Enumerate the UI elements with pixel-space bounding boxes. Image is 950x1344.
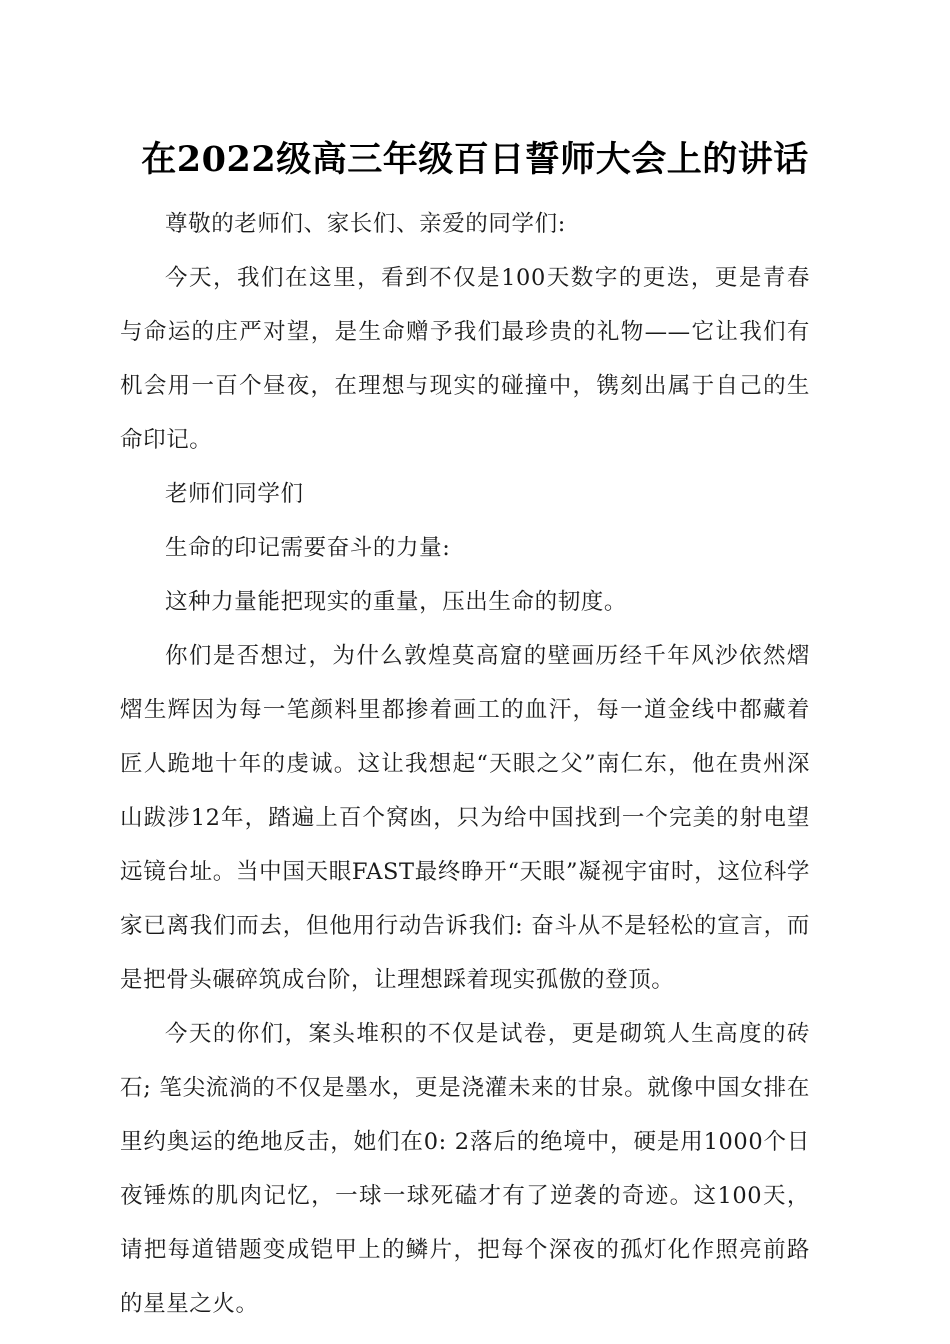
paragraph-dunhuang: 你们是否想过，为什么敦煌莫高窟的壁画历经千年风沙依然熠熠生辉因为每一笔颜料里都掺着画工的血汗，每一道金线中都藏着匠人跪地十年的虔诚。这让我想起“天眼之父”南仁东，他在贵州深山跋涉12年，踏遍上百个窝凼，只为给中国找到一个完美的射电望远镜台址。当中国天眼FAST最终睁开“天眼”凝视宇宙时，这位科学家已离我们而去，但他用行动告诉我们: 奋斗从不是轻松的宣言，而是把骨头碾碎筑成台阶，让理想踩着现实孤傲的登顶。 — [120, 643, 810, 993]
document-body — [120, 197, 810, 1331]
paragraph-power: 这种力量能把现实的重量，压出生命的韧度。 — [165, 589, 628, 615]
paragraph-salutation: 尊敬的老师们、家长们、亲爱的同学们: — [165, 211, 566, 237]
paragraph-address: 老师们同学们 — [165, 481, 304, 507]
paragraph-today: 今天的你们，案头堆积的不仅是试卷，更是砌筑人生高度的砖石; 笔尖流淌的不仅是墨水，更是浇灌未来的甘泉。就像中国女排在里约奥运的绝地反击，她们在0: 2落后的绝境中，硬是用1000个日夜锤炼的肌肉记忆，一球一球死磕才有了逆袭的奇迹。这100天，请把每道错题变成铠甲上的鳞片，把每个深夜的孤灯化作照亮前路的星星之火。 — [120, 1021, 810, 1317]
document-title: 在2022级高三年级百日誓师大会上的讲话 — [141, 139, 809, 180]
paragraph-heading-struggle: 生命的印记需要奋斗的力量: — [165, 535, 451, 561]
paragraph-opening: 今天，我们在这里，看到不仅是100天数字的更迭，更是青春与命运的庄严对望，是生命赠予我们最珍贵的礼物——它让我们有机会用一百个昼夜，在理想与现实的碰撞中，镌刻出属于自己的生命印记。 — [120, 265, 810, 453]
